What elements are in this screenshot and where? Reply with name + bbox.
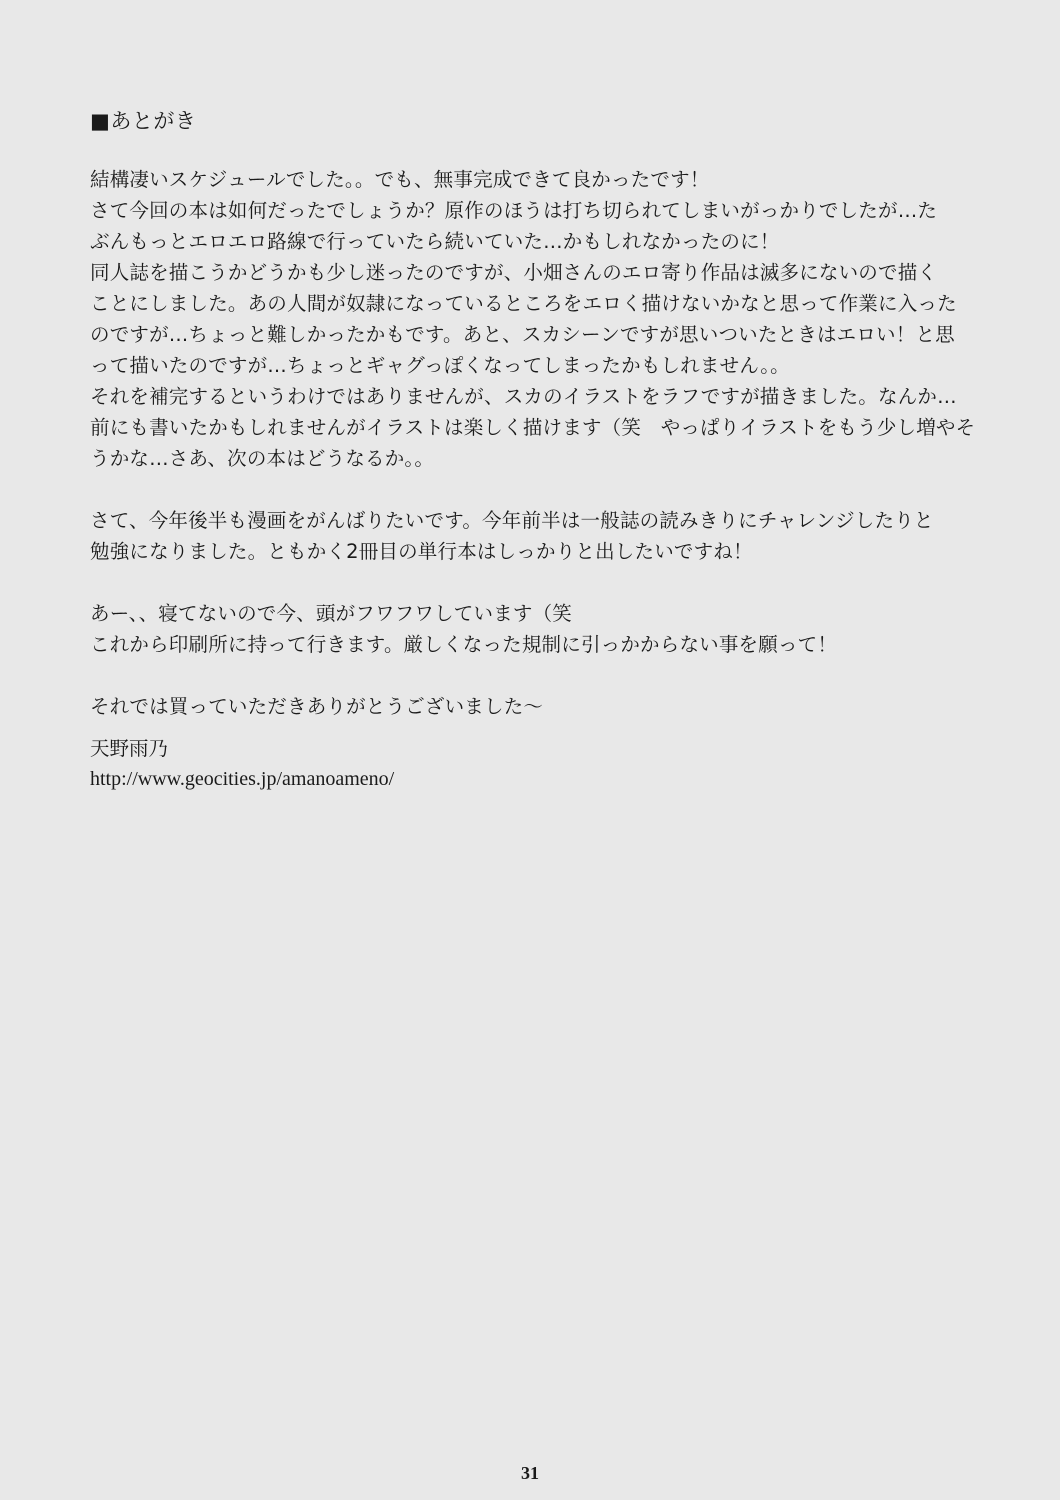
afterword-body xyxy=(90,106,980,753)
text-line: 勉強になりました。ともかく2冊目の単行本はしっかりと出したいですね！ xyxy=(90,540,753,563)
text-line: って描いたのですが…ちょっとギャグっぽくなってしまったかもしれません。。 xyxy=(90,354,790,377)
text-line: あー、、寝てないので今、頭がフワフワしています（笑 xyxy=(90,602,572,625)
text-line: これから印刷所に持って行きます。厳しくなった規制に引っかからない事を願って！ xyxy=(90,633,838,656)
text-line: さて、今年後半も漫画をがんばりたいです。今年前半は一般誌の読みきりにチャレンジしたりと xyxy=(90,509,934,532)
page-number: 31 xyxy=(521,1463,539,1483)
paragraph-3 xyxy=(90,598,980,660)
text-line: 前にも書いたかもしれませんがイラストは楽しく描けます（笑 やっぱりイラストをもう少し増やそ xyxy=(90,416,976,439)
text-line: 結構凄いスケジュールでした。。でも、無事完成できて良かったです！ xyxy=(90,168,710,191)
author-name: 天野雨乃 xyxy=(90,737,169,760)
text-line: うかな…さあ、次の本はどうなるか。。 xyxy=(90,447,435,470)
paragraph-1 xyxy=(90,164,980,474)
text-line: のですが…ちょっと難しかったかもです。あと、スカシーンですが思いついたときはエロい！と思 xyxy=(90,323,955,346)
paragraph-2 xyxy=(90,505,980,567)
text-line: さて今回の本は如何だったでしょうか？原作のほうは打ち切られてしまいがっかりでしたが…た xyxy=(90,199,938,222)
text-line: ぶんもっとエロエロ路線で行っていたら続いていた…かもしれなかったのに！ xyxy=(90,230,780,253)
paragraph-4 xyxy=(90,691,980,722)
afterword-heading: ■あとがき xyxy=(90,109,197,133)
text-line: それを補完するというわけではありませんが、スカのイラストをラフですが描きました。なんか… xyxy=(90,385,957,408)
author-url: http://www.geocities.jp/amanoameno/ xyxy=(90,768,395,790)
signature-block xyxy=(90,733,690,795)
text-line: 同人誌を描こうかどうかも少し迷ったのですが、小畑さんのエロ寄り作品は滅多にないので描く xyxy=(90,261,938,284)
text-line: ことにしました。あの人間が奴隷になっているところをエロく描けないかなと思って作業に入った xyxy=(90,292,957,315)
text-line: それでは買っていただきありがとうございました～ xyxy=(90,695,544,718)
